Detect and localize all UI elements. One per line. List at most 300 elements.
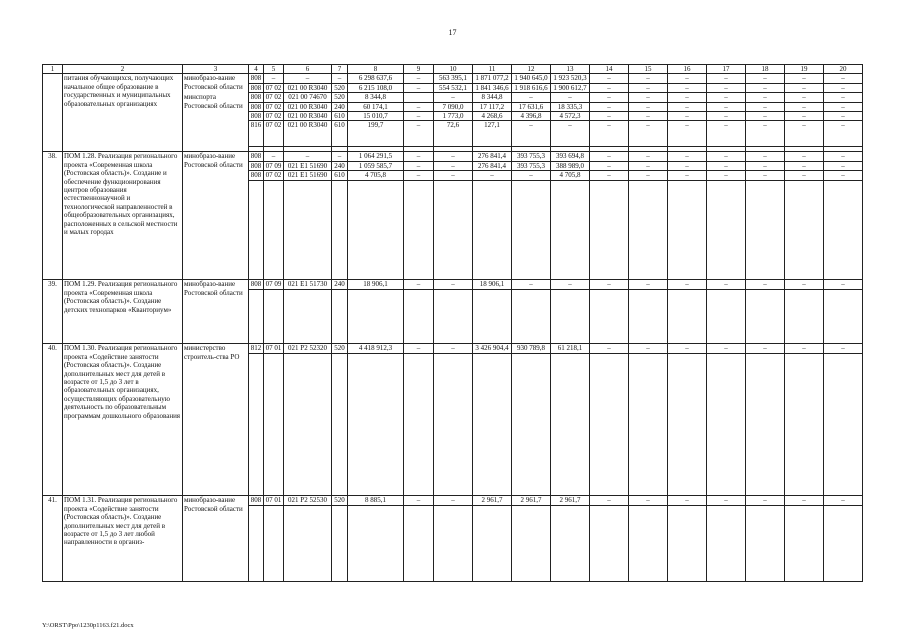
- column-19-cell: [785, 344, 824, 496]
- column-20-cell: [824, 152, 863, 280]
- value-line: –: [785, 74, 823, 83]
- value-line: 388 989,0: [551, 162, 589, 171]
- value-line: 1 773,0: [434, 112, 472, 121]
- value-line: –: [404, 112, 433, 121]
- column-14-cell: [590, 496, 629, 582]
- column-20-cell: [824, 74, 863, 152]
- column-11-cell: [473, 152, 512, 280]
- value-line: 610: [332, 121, 347, 147]
- value-line: –: [629, 121, 667, 147]
- column-16-cell: [668, 152, 707, 280]
- value-line: 021 00 R3040: [284, 103, 331, 112]
- value-line: 8 344,8: [473, 93, 511, 102]
- row-number: 38.: [43, 152, 63, 280]
- executor-cell: [183, 280, 249, 344]
- value-line: –: [785, 280, 823, 289]
- table-row: [43, 74, 863, 152]
- value-line: –: [512, 93, 550, 102]
- value-line: 1 918 616,6: [512, 84, 550, 93]
- value-line: 520: [332, 84, 347, 93]
- column-6-cell: [284, 280, 332, 344]
- column-8-cell: [348, 344, 404, 496]
- column-6-cell: [284, 344, 332, 496]
- column-10-cell: [434, 74, 473, 152]
- column-7-cell: [332, 152, 348, 280]
- value-line: 17 117,2: [473, 103, 511, 112]
- row-number: [43, 74, 63, 152]
- value-line: –: [824, 496, 862, 505]
- value-line: –: [746, 103, 784, 112]
- column-number: 1: [43, 65, 63, 74]
- column-number: 9: [404, 65, 434, 74]
- executor-name: минобразо-вание Ростовской области: [184, 74, 243, 91]
- value-line: –: [332, 74, 347, 83]
- column-8-cell: [348, 496, 404, 582]
- value-line: 07 01: [265, 344, 282, 353]
- value-line: –: [746, 112, 784, 121]
- column-19-cell: [785, 74, 824, 152]
- column-13-cell: [551, 74, 590, 152]
- value-line: –: [785, 496, 823, 505]
- column-5-cell: [264, 496, 284, 582]
- value-line: 563 395,1: [434, 74, 472, 83]
- value-line: 393 755,3: [512, 152, 550, 161]
- value-line: 021 E1 51690: [284, 171, 331, 180]
- value-line: –: [785, 162, 823, 171]
- value-line: –: [404, 496, 433, 505]
- executor-cell: [183, 152, 249, 280]
- value-line: 1 923 520,3: [551, 74, 589, 83]
- column-10-cell: [434, 496, 473, 582]
- column-17-cell: [707, 280, 746, 344]
- value-line: –: [473, 171, 511, 180]
- column-number: 14: [590, 65, 629, 74]
- column-10-cell: [434, 280, 473, 344]
- value-line: –: [629, 171, 667, 180]
- value-line: –: [434, 280, 472, 289]
- column-number: 5: [264, 65, 284, 74]
- value-line: 4 572,3: [551, 112, 589, 121]
- value-line: –: [629, 152, 667, 161]
- column-4-cell: [249, 496, 264, 582]
- value-line: –: [404, 171, 433, 180]
- executor-cell: [183, 496, 249, 582]
- row-number: 41.: [43, 496, 63, 582]
- value-line: 240: [332, 162, 347, 171]
- value-line: 6 215 108,0: [348, 84, 403, 93]
- value-line: –: [785, 152, 823, 161]
- value-line: –: [707, 74, 745, 83]
- value-line: –: [434, 152, 472, 161]
- value-line: 240: [332, 103, 347, 112]
- column-4-cell: [249, 152, 264, 280]
- executor-name: минобразо-вание Ростовской области: [184, 280, 243, 297]
- value-line: –: [707, 344, 745, 353]
- value-line: –: [707, 280, 745, 289]
- column-number: 2: [63, 65, 183, 74]
- column-13-cell: [551, 496, 590, 582]
- value-line: –: [785, 84, 823, 93]
- value-line: –: [824, 93, 862, 102]
- value-line: –: [824, 171, 862, 180]
- value-line: –: [824, 121, 862, 147]
- value-line: –: [707, 121, 745, 147]
- table-row: [43, 496, 863, 582]
- column-4-cell: [249, 74, 264, 152]
- column-18-cell: [746, 280, 785, 344]
- value-line: 07 02: [265, 112, 282, 121]
- column-20-cell: [824, 344, 863, 496]
- table-row: [43, 280, 863, 344]
- value-line: 021 00 R3040: [284, 84, 331, 93]
- value-line: –: [551, 93, 589, 102]
- value-line: 2 961,7: [473, 496, 511, 505]
- page-number: 17: [448, 28, 457, 37]
- value-line: –: [824, 103, 862, 112]
- value-line: –: [668, 74, 706, 83]
- column-9-cell: [404, 496, 434, 582]
- column-11-cell: [473, 344, 512, 496]
- column-6-cell: [284, 496, 332, 582]
- value-line: 276 841,4: [473, 152, 511, 161]
- column-12-cell: [512, 280, 551, 344]
- column-19-cell: [785, 496, 824, 582]
- value-line: 1 059 585,7: [348, 162, 403, 171]
- value-line: –: [404, 162, 433, 171]
- value-line: –: [629, 162, 667, 171]
- column-14-cell: [590, 344, 629, 496]
- value-line: –: [824, 162, 862, 171]
- value-line: –: [590, 280, 628, 289]
- column-5-cell: [264, 74, 284, 152]
- value-line: –: [264, 152, 283, 161]
- column-15-cell: [629, 344, 668, 496]
- value-line: 72,6: [434, 121, 472, 147]
- value-line: 812: [250, 344, 262, 353]
- value-line: –: [668, 280, 706, 289]
- value-line: 021 P2 52320: [284, 344, 331, 353]
- value-line: –: [629, 103, 667, 112]
- value-line: 240: [332, 280, 347, 289]
- value-line: –: [707, 84, 745, 93]
- value-line: –: [434, 171, 472, 180]
- value-line: 610: [332, 171, 347, 180]
- value-line: –: [434, 344, 472, 353]
- column-number: 15: [629, 65, 668, 74]
- value-line: 60 174,1: [348, 103, 403, 112]
- value-line: 808: [250, 102, 262, 111]
- value-line: –: [668, 171, 706, 180]
- value-line: –: [746, 344, 784, 353]
- value-line: –: [746, 121, 784, 147]
- column-16-cell: [668, 344, 707, 496]
- value-line: 808: [250, 280, 262, 289]
- column-4-cell: [249, 344, 264, 496]
- value-line: –: [404, 344, 433, 353]
- value-line: –: [746, 171, 784, 180]
- value-line: 808: [250, 112, 262, 121]
- value-line: –: [629, 74, 667, 83]
- executor-name: минобразо-вание Ростовской области: [184, 496, 243, 513]
- value-line: –: [590, 84, 628, 93]
- value-line: 7 090,0: [434, 103, 472, 112]
- value-line: –: [590, 162, 628, 171]
- value-line: –: [707, 162, 745, 171]
- value-line: 07 02: [265, 102, 282, 111]
- value-line: 4 418 912,3: [348, 344, 403, 353]
- value-line: 4 268,6: [473, 112, 511, 121]
- value-line: –: [284, 152, 331, 161]
- column-15-cell: [629, 496, 668, 582]
- value-line: –: [404, 280, 433, 289]
- column-15-cell: [629, 74, 668, 152]
- column-10-cell: [434, 344, 473, 496]
- measure-name: питания обучающихся, получающих начальное общее образование в государственных и муниципальных образовательных организациях: [63, 74, 183, 152]
- value-line: –: [434, 93, 472, 102]
- value-line: –: [746, 496, 784, 505]
- value-line: [404, 93, 433, 102]
- value-line: 07 09: [265, 161, 282, 170]
- value-line: 07 02: [264, 121, 283, 147]
- value-line: 021 00 R3040: [284, 112, 331, 121]
- value-line: –: [746, 152, 784, 161]
- value-line: 393 694,8: [551, 152, 589, 161]
- value-line: –: [404, 152, 433, 161]
- column-14-cell: [590, 74, 629, 152]
- column-number: 7: [332, 65, 348, 74]
- value-line: –: [668, 162, 706, 171]
- value-line: 1 871 077,2: [473, 74, 511, 83]
- value-line: 18 335,3: [551, 103, 589, 112]
- value-line: 07 02: [265, 83, 282, 92]
- value-line: –: [746, 93, 784, 102]
- column-4-cell: [249, 280, 264, 344]
- column-7-cell: [332, 496, 348, 582]
- value-line: –: [590, 496, 628, 505]
- column-9-cell: [404, 152, 434, 280]
- column-number: 12: [512, 65, 551, 74]
- column-14-cell: [590, 280, 629, 344]
- value-line: 17 631,6: [512, 103, 550, 112]
- value-line: 07 02: [265, 171, 282, 180]
- value-line: 4 705,8: [348, 171, 403, 180]
- column-12-cell: [512, 74, 551, 152]
- value-line: –: [824, 74, 862, 83]
- value-line: –: [785, 112, 823, 121]
- value-line: 021 00 R3040: [284, 121, 331, 147]
- column-number: 18: [746, 65, 785, 74]
- value-line: –: [824, 280, 862, 289]
- column-5-cell: [264, 280, 284, 344]
- column-number: 20: [824, 65, 863, 74]
- value-line: –: [590, 74, 628, 83]
- column-18-cell: [746, 344, 785, 496]
- column-7-cell: [332, 74, 348, 152]
- column-18-cell: [746, 74, 785, 152]
- value-line: 1 064 291,5: [348, 152, 403, 161]
- value-line: –: [512, 121, 550, 147]
- value-line: –: [590, 121, 628, 147]
- value-line: –: [785, 344, 823, 353]
- value-line: –: [629, 93, 667, 102]
- value-line: 61 218,1: [551, 344, 589, 353]
- value-line: 6 298 637,6: [348, 74, 403, 83]
- value-line: –: [668, 84, 706, 93]
- column-18-cell: [746, 152, 785, 280]
- value-line: –: [284, 74, 331, 83]
- value-line: 021 P2 52530: [284, 496, 331, 505]
- column-number: 13: [551, 65, 590, 74]
- table-row: [43, 152, 863, 280]
- column-7-cell: [332, 280, 348, 344]
- value-line: –: [590, 152, 628, 161]
- value-line: 4 705,8: [551, 171, 589, 180]
- value-line: –: [551, 121, 589, 147]
- value-line: 520: [332, 344, 347, 353]
- value-line: 808: [250, 74, 262, 83]
- column-number: 8: [348, 65, 404, 74]
- value-line: 8 885,1: [348, 496, 403, 505]
- value-line: –: [590, 344, 628, 353]
- value-line: –: [668, 344, 706, 353]
- executor-name: министерство строитель-ства РО: [184, 344, 240, 361]
- value-line: –: [668, 121, 706, 147]
- value-line: 808: [250, 161, 262, 170]
- column-8-cell: [348, 74, 404, 152]
- column-8-cell: [348, 152, 404, 280]
- executor-name: минспорта Ростовской области: [184, 93, 243, 110]
- column-19-cell: [785, 280, 824, 344]
- value-line: 4 396,8: [512, 112, 550, 121]
- column-11-cell: [473, 280, 512, 344]
- value-line: –: [668, 152, 706, 161]
- row-number: 40.: [43, 344, 63, 496]
- value-line: –: [590, 103, 628, 112]
- column-20-cell: [824, 496, 863, 582]
- executor-cell: [183, 344, 249, 496]
- value-line: –: [668, 93, 706, 102]
- value-line: –: [404, 103, 433, 112]
- value-line: 520: [332, 93, 347, 102]
- column-12-cell: [512, 344, 551, 496]
- value-line: –: [707, 103, 745, 112]
- value-line: –: [264, 74, 283, 83]
- value-line: 1 940 645,0: [512, 74, 550, 83]
- table-row: [43, 344, 863, 496]
- value-line: –: [746, 84, 784, 93]
- value-line: –: [332, 152, 347, 161]
- column-9-cell: [404, 280, 434, 344]
- value-line: 18 906,1: [473, 280, 511, 289]
- column-6-cell: [284, 152, 332, 280]
- column-16-cell: [668, 74, 707, 152]
- value-line: –: [707, 171, 745, 180]
- value-line: –: [404, 84, 433, 93]
- value-line: –: [668, 112, 706, 121]
- column-13-cell: [551, 152, 590, 280]
- value-line: 199,7: [348, 121, 403, 147]
- column-15-cell: [629, 280, 668, 344]
- value-line: –: [629, 84, 667, 93]
- measure-name: ПОМ 1.28. Реализация регионального проекта «Современная школа (Ростовская область)». Создание и обеспечение функционирования центров образования естественнонаучной и технологической направленностей в общеобразовательных организациях, расположенных в сельской местности и малых городах: [63, 152, 183, 280]
- column-17-cell: [707, 74, 746, 152]
- value-line: 554 532,1: [434, 84, 472, 93]
- value-line: 1 900 612,7: [551, 84, 589, 93]
- column-9-cell: [404, 74, 434, 152]
- measure-name: ПОМ 1.31. Реализация регионального проекта «Содействие занятости (Ростовская область)». Создание дополнительных мест для детей в возрасте от 1,5 до 3 лет любой направленности в организ-: [63, 496, 183, 582]
- value-line: –: [746, 280, 784, 289]
- value-line: –: [434, 162, 472, 171]
- column-number: 10: [434, 65, 473, 74]
- value-line: 3 426 904,4: [473, 344, 511, 353]
- column-17-cell: [707, 496, 746, 582]
- value-line: 021 E1 51730: [284, 280, 331, 289]
- value-line: 2 961,7: [551, 496, 589, 505]
- value-line: 07 01: [265, 496, 282, 505]
- value-line: 393 755,3: [512, 162, 550, 171]
- column-11-cell: [473, 496, 512, 582]
- value-line: –: [785, 121, 823, 147]
- value-line: –: [824, 152, 862, 161]
- value-line: 15 010,7: [348, 112, 403, 121]
- value-line: –: [404, 74, 433, 83]
- column-5-cell: [264, 344, 284, 496]
- column-19-cell: [785, 152, 824, 280]
- measure-name: ПОМ 1.29. Реализация регионального проекта «Современная школа (Ростовская область)». Создание детских технопарков «Кванториум»: [63, 280, 183, 344]
- value-line: –: [824, 344, 862, 353]
- value-line: –: [434, 496, 472, 505]
- value-line: –: [590, 112, 628, 121]
- value-line: 127,1: [473, 121, 511, 147]
- footer-file-path: Y:\ORST\Ppo\1230p1163.f21.docx: [42, 622, 134, 629]
- value-line: 930 789,8: [512, 344, 550, 353]
- column-6-cell: [284, 74, 332, 152]
- column-16-cell: [668, 280, 707, 344]
- column-17-cell: [707, 152, 746, 280]
- value-line: 808: [250, 93, 262, 102]
- value-line: 8 344,8: [348, 93, 403, 102]
- value-line: 2 961,7: [512, 496, 550, 505]
- column-9-cell: [404, 344, 434, 496]
- value-line: 1 841 346,6: [473, 84, 511, 93]
- column-7-cell: [332, 344, 348, 496]
- value-line: –: [668, 496, 706, 505]
- column-8-cell: [348, 280, 404, 344]
- value-line: –: [512, 171, 550, 180]
- value-line: –: [707, 112, 745, 121]
- value-line: –: [824, 84, 862, 93]
- value-line: –: [404, 121, 433, 147]
- column-12-cell: [512, 496, 551, 582]
- value-line: –: [707, 496, 745, 505]
- column-5-cell: [264, 152, 284, 280]
- value-line: 610: [332, 112, 347, 121]
- value-line: –: [629, 496, 667, 505]
- column-18-cell: [746, 496, 785, 582]
- value-line: –: [785, 103, 823, 112]
- value-line: –: [785, 93, 823, 102]
- column-11-cell: [473, 74, 512, 152]
- column-17-cell: [707, 344, 746, 496]
- column-number: 16: [668, 65, 707, 74]
- value-line: 808: [250, 152, 262, 161]
- column-number: 11: [473, 65, 512, 74]
- value-line: –: [629, 344, 667, 353]
- value-line: –: [746, 74, 784, 83]
- value-line: –: [668, 103, 706, 112]
- executor-name: минобразо-вание Ростовской области: [184, 152, 243, 169]
- value-line: –: [824, 112, 862, 121]
